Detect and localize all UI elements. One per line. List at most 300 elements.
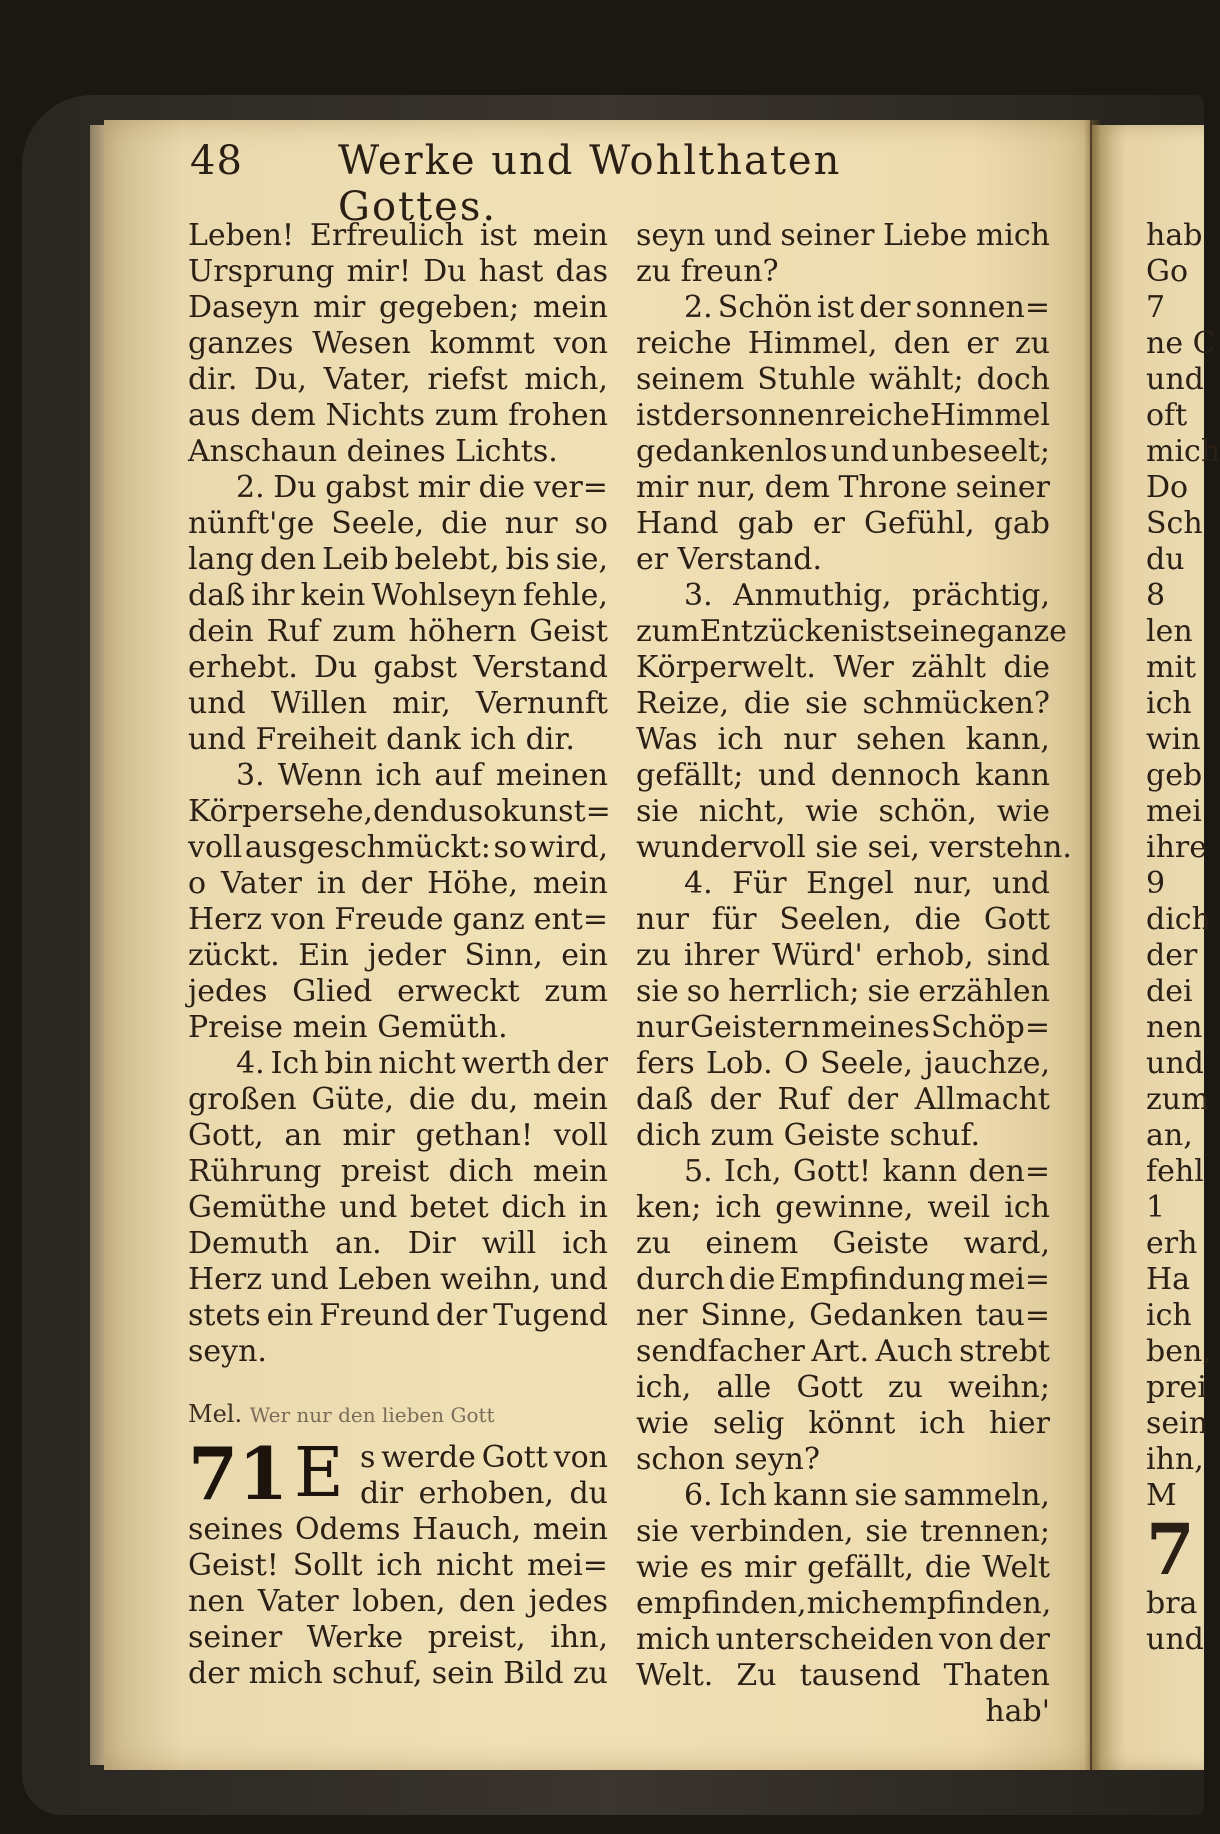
- word: an: [284, 1118, 322, 1153]
- word: seinem: [636, 362, 745, 397]
- word: sonnenreiche: [724, 398, 930, 433]
- word: zu: [636, 254, 681, 289]
- word: sind: [986, 938, 1050, 973]
- hymn-number: 71: [188, 1431, 289, 1516]
- word: Rührung: [188, 1154, 322, 1189]
- word: Du: [313, 650, 358, 685]
- text-line: [636, 902, 1050, 938]
- fragment-line: und: [1146, 362, 1204, 397]
- word: mir!: [346, 254, 412, 289]
- word: o: [188, 866, 207, 901]
- word: werde: [381, 1440, 476, 1475]
- word: Allmacht: [914, 1082, 1050, 1117]
- word: zum: [544, 974, 608, 1009]
- fragment-line: ben,: [1146, 1334, 1212, 1369]
- word: der: [709, 1082, 761, 1117]
- text-line: [188, 866, 608, 902]
- text-line: [188, 1334, 608, 1370]
- fragment-line: dei: [1146, 974, 1193, 1009]
- word: sammeln,: [903, 1478, 1050, 1513]
- word: Throne: [838, 470, 948, 505]
- word: wie: [636, 1550, 690, 1585]
- text-line: [636, 578, 1050, 614]
- word: sie: [805, 686, 848, 721]
- word: dir: [360, 1476, 404, 1511]
- text-line: [636, 1370, 1050, 1406]
- text-line: [188, 398, 608, 434]
- word: 3.: [684, 578, 713, 613]
- word: nur,: [696, 470, 757, 505]
- word: will: [481, 1226, 537, 1261]
- text-line: [636, 866, 1050, 902]
- word: voll: [553, 1118, 608, 1153]
- word: verstehn.: [929, 830, 1072, 865]
- text-line: [636, 470, 1050, 506]
- hymn-opening-line-1: [360, 1440, 608, 1476]
- word: kann: [882, 1154, 958, 1189]
- word: seyn: [636, 218, 706, 253]
- word: Vater: [221, 866, 302, 901]
- word: 5.: [684, 1154, 713, 1189]
- text-line: [636, 434, 1050, 470]
- word: erhoben,: [418, 1476, 554, 1511]
- word: Wenn: [277, 758, 363, 793]
- word: nur: [636, 1010, 689, 1045]
- text-line: [188, 722, 608, 758]
- word: mir: [342, 1118, 395, 1153]
- text-line: [636, 1514, 1050, 1550]
- word: nicht,: [698, 794, 786, 829]
- word: sonnen=: [915, 290, 1050, 325]
- text-line: [636, 1478, 1050, 1514]
- text-line: [188, 650, 608, 686]
- word: die: [914, 902, 962, 937]
- word: Gott!: [792, 1154, 872, 1189]
- melody-line: [188, 1396, 608, 1436]
- text-line: [636, 1442, 1050, 1478]
- word: Willen: [270, 686, 368, 721]
- word: großen: [188, 1082, 297, 1117]
- word: stets: [188, 1298, 261, 1333]
- word: sei,: [867, 830, 930, 865]
- word: mein: [532, 866, 608, 901]
- word: Tugend: [493, 1298, 608, 1333]
- word: mich: [806, 1586, 881, 1621]
- word: für: [711, 902, 757, 937]
- fragment-line: dich: [1146, 902, 1211, 937]
- left-lines: [188, 218, 611, 1370]
- word: und: [830, 434, 889, 469]
- word: wählt;: [868, 362, 964, 397]
- drop-cap: E: [294, 1434, 344, 1513]
- word: und: [713, 218, 772, 253]
- word: dein: [188, 614, 254, 649]
- word: kann,: [965, 722, 1050, 757]
- word: die: [743, 686, 791, 721]
- word: ihn,: [550, 1620, 608, 1655]
- text-line: [188, 1620, 608, 1656]
- word: Geiste: [832, 1226, 930, 1261]
- text-line: [636, 614, 1067, 650]
- text-line: [188, 1656, 608, 1692]
- word: strebt: [959, 1334, 1050, 1369]
- word: an.: [334, 1226, 382, 1261]
- word: lang: [188, 542, 255, 577]
- word: Leben: [337, 1262, 432, 1297]
- word: deines: [346, 434, 456, 469]
- word: Herz: [188, 902, 263, 937]
- right-lines: [636, 218, 1072, 1694]
- word: er: [636, 542, 678, 577]
- word: sie: [636, 1514, 679, 1549]
- word: höhern: [408, 614, 517, 649]
- word: wie: [996, 794, 1050, 829]
- word: nünft'ge: [188, 506, 315, 541]
- word: mein: [532, 1154, 608, 1189]
- word: Thaten: [943, 1658, 1050, 1693]
- word: schmücken?: [862, 686, 1050, 721]
- word: Lob.: [705, 1046, 773, 1081]
- fragment-line: hab: [1146, 218, 1203, 253]
- word: Wer: [833, 650, 894, 685]
- text-line: [188, 506, 608, 542]
- word: zählt: [911, 650, 986, 685]
- word: ganzes: [188, 326, 294, 361]
- word: Daseyn: [188, 290, 300, 325]
- word: Seelen,: [779, 902, 892, 937]
- word: ich: [376, 1548, 423, 1583]
- text-line: [636, 1046, 1050, 1082]
- word: kein: [300, 578, 366, 613]
- fragment-line: und: [1146, 1046, 1204, 1081]
- word: ist: [636, 398, 674, 433]
- word: mich: [636, 1622, 711, 1657]
- word: hast: [478, 254, 544, 289]
- text-line: [636, 1190, 1050, 1226]
- text-line: [188, 1512, 608, 1548]
- word: ich: [717, 722, 764, 757]
- word: Schön: [717, 290, 812, 325]
- word: kann: [773, 1478, 849, 1513]
- word: Gott: [796, 1370, 863, 1405]
- catchword: hab': [985, 1694, 1050, 1729]
- hymn-opening-line-2: [360, 1476, 608, 1512]
- fragment-line: ihn,: [1146, 1442, 1204, 1477]
- word: wie: [805, 794, 859, 829]
- word: weihn,: [440, 1262, 542, 1297]
- word: ent=: [533, 902, 608, 937]
- word: ich,: [636, 1370, 692, 1405]
- word: Ich: [270, 1046, 319, 1081]
- word: belebt,: [394, 542, 500, 577]
- word: mein: [532, 290, 608, 325]
- word: ihr: [251, 578, 295, 613]
- hymn-opening: [188, 1431, 608, 1516]
- word: Was: [636, 722, 698, 757]
- word: der: [556, 1046, 608, 1081]
- word: Ruf: [777, 1082, 831, 1117]
- word: zum: [434, 398, 499, 433]
- word: Ich: [719, 1478, 767, 1513]
- page-header: [190, 138, 920, 230]
- fragment-line: ihre: [1146, 830, 1208, 865]
- word: loben,: [352, 1584, 446, 1619]
- text-line: [188, 434, 608, 470]
- word: gethan!: [415, 1118, 534, 1153]
- word: wird,: [529, 830, 608, 865]
- word: zückt.: [188, 938, 280, 973]
- word: und: [992, 866, 1050, 901]
- word: schön,: [878, 794, 977, 829]
- text-line: [636, 1010, 1050, 1046]
- word: tau=: [975, 1298, 1050, 1333]
- word: Leben!: [188, 218, 295, 253]
- word: sehe,: [293, 794, 374, 829]
- word: herrlich;: [728, 974, 860, 1009]
- left-text-column: [188, 218, 611, 1692]
- fragment-line: sein: [1146, 1406, 1209, 1441]
- word: das: [555, 254, 608, 289]
- word: Erfreulich: [309, 218, 464, 253]
- fragment-line: mich: [1146, 434, 1220, 469]
- text-line: [188, 1082, 608, 1118]
- word: Glied: [292, 974, 373, 1009]
- text-line: [188, 218, 608, 254]
- text-line: [188, 326, 608, 362]
- word: dich: [448, 1154, 514, 1189]
- text-line: [188, 1154, 608, 1190]
- word: wundervoll: [636, 830, 816, 865]
- word: gedankenlos: [636, 434, 828, 469]
- fragment-line: len: [1146, 614, 1193, 649]
- text-line: [636, 974, 1050, 1010]
- word: Gott: [481, 1440, 548, 1475]
- word: du: [429, 794, 468, 829]
- word: erzählen: [918, 974, 1050, 1009]
- word: zum: [710, 1118, 784, 1153]
- word: Himmel,: [747, 326, 878, 361]
- text-line: [188, 830, 608, 866]
- word: nur: [783, 722, 837, 757]
- word: der: [673, 398, 725, 433]
- word: weil: [927, 1190, 991, 1225]
- word: nicht: [436, 1548, 514, 1583]
- text-line: [636, 1082, 1050, 1118]
- fragment-line: mei: [1146, 794, 1202, 829]
- word: gab: [737, 506, 794, 541]
- word: riefst: [427, 362, 508, 397]
- word: wie: [636, 1406, 690, 1441]
- word: Hand: [636, 506, 719, 541]
- word: sendfacher: [636, 1334, 805, 1369]
- fragment-line: bra: [1146, 1586, 1198, 1621]
- fragment-line: Go: [1146, 254, 1189, 289]
- word: mir: [312, 290, 366, 325]
- word: sie: [815, 830, 868, 865]
- fragment-line: mit: [1146, 650, 1197, 685]
- word: Herz: [188, 1262, 263, 1297]
- word: seiner: [188, 1620, 283, 1655]
- word: nur: [504, 506, 558, 541]
- word: ich: [375, 758, 422, 793]
- text-line: [636, 794, 1050, 830]
- text-line: [636, 326, 1050, 362]
- text-line: [636, 398, 1050, 434]
- word: seines: [188, 1512, 284, 1547]
- text-line: [636, 1550, 1050, 1586]
- word: zu: [636, 1226, 672, 1261]
- text-line: [636, 506, 1050, 542]
- word: seyn?: [734, 1442, 820, 1477]
- text-line: [636, 1622, 1050, 1658]
- word: gewinne,: [775, 1190, 914, 1225]
- word: Bild: [503, 1656, 564, 1691]
- word: und: [270, 1262, 329, 1297]
- fragment-line: Sch: [1146, 506, 1203, 541]
- word: du,: [470, 1082, 519, 1117]
- text-line: [188, 938, 608, 974]
- word: dich: [636, 1118, 711, 1153]
- word: ner: [636, 1298, 688, 1333]
- word: so: [467, 794, 502, 829]
- word: Entzücken: [699, 614, 861, 649]
- word: Gefühl,: [864, 506, 975, 541]
- word: ist: [817, 290, 855, 325]
- text-line: [636, 1658, 1050, 1694]
- word: bis: [505, 542, 550, 577]
- word: Freund: [319, 1298, 430, 1333]
- text-line: [188, 686, 608, 722]
- word: dich: [501, 1190, 567, 1225]
- word: seyn.: [188, 1334, 267, 1369]
- text-line: [188, 758, 608, 794]
- word: und: [758, 758, 816, 793]
- right-text-column: [636, 218, 1072, 1730]
- word: Geist!: [188, 1548, 279, 1583]
- word: Körper: [188, 794, 294, 829]
- fragment-line: Ha: [1146, 1262, 1191, 1297]
- word: den=: [968, 1154, 1050, 1189]
- word: der: [360, 866, 413, 901]
- text-line: [636, 1586, 1050, 1622]
- word: sie,: [555, 542, 608, 577]
- text-line: [188, 974, 608, 1010]
- word: sie: [854, 1478, 898, 1513]
- word: durch: [636, 1262, 725, 1297]
- word: 3.: [236, 758, 265, 793]
- text-line: [188, 1298, 608, 1334]
- word: sie: [636, 794, 679, 829]
- fragment-line: zum: [1146, 1082, 1210, 1117]
- word: 2.: [236, 470, 265, 505]
- word: dem: [250, 398, 316, 433]
- text-line: [636, 938, 1050, 974]
- word: prächtig,: [912, 578, 1050, 613]
- fragment-line: an,: [1146, 1118, 1193, 1153]
- text-line: [188, 362, 608, 398]
- word: zu: [572, 1656, 608, 1691]
- word: der: [435, 1298, 488, 1333]
- word: ich: [562, 1226, 608, 1261]
- word: mir: [743, 1550, 797, 1585]
- next-page-fragments: [1146, 218, 1220, 1658]
- word: in: [579, 1190, 608, 1225]
- word: die: [408, 1082, 456, 1117]
- word: ich: [470, 722, 526, 757]
- word: Engel: [806, 866, 894, 901]
- word: fehle,: [522, 578, 608, 613]
- word: Preise: [188, 1010, 293, 1045]
- word: daß: [188, 578, 246, 613]
- fragment-line: oft: [1146, 398, 1188, 433]
- word: die: [478, 470, 526, 505]
- word: s: [360, 1440, 376, 1475]
- word: preist,: [427, 1620, 526, 1655]
- word: ich: [715, 1190, 762, 1225]
- word: so: [574, 506, 608, 541]
- fragment-line: 9: [1146, 866, 1166, 901]
- text-line: [636, 218, 1050, 254]
- word: Geiste: [783, 1118, 890, 1153]
- fragment-line: ich: [1146, 686, 1192, 721]
- word: hier: [988, 1406, 1050, 1441]
- word: kunst=: [501, 794, 611, 829]
- word: gabst: [325, 470, 409, 505]
- word: mich,: [524, 362, 608, 397]
- word: und: [339, 1190, 398, 1225]
- word: dem: [764, 470, 830, 505]
- word: Empfindung: [779, 1262, 966, 1297]
- word: Demuth: [188, 1226, 309, 1261]
- word: Vater: [257, 1584, 339, 1619]
- word: reiche: [636, 326, 732, 361]
- word: 6.: [684, 1478, 713, 1513]
- word: den: [373, 794, 430, 829]
- text-line: [636, 1154, 1050, 1190]
- text-line: [636, 650, 1050, 686]
- fragment-line: 7: [1146, 1508, 1195, 1591]
- word: ist: [860, 614, 898, 649]
- word: der: [859, 290, 911, 325]
- fragment-line: 1: [1146, 1190, 1166, 1225]
- word: doch: [976, 362, 1050, 397]
- text-line: [636, 1334, 1050, 1370]
- word: Anmuthig,: [733, 578, 892, 613]
- running-title: Werke und Wohlthaten Gottes.: [338, 138, 842, 230]
- word: Ruf: [266, 614, 320, 649]
- word: Gedanken: [809, 1298, 963, 1333]
- word: Welt: [982, 1550, 1050, 1585]
- word: Hauch,: [412, 1512, 522, 1547]
- word: zu: [887, 1370, 923, 1405]
- word: Wohlseyn: [371, 578, 517, 613]
- fragment-line: fehl: [1146, 1154, 1204, 1189]
- word: empfinden,: [880, 1586, 1052, 1621]
- word: tausend: [799, 1658, 921, 1693]
- text-line: [188, 578, 608, 614]
- word: mein: [532, 218, 608, 253]
- fragment-line: 7: [1146, 290, 1166, 325]
- word: Himmel: [930, 398, 1050, 433]
- text-line: [188, 470, 608, 506]
- word: Gemüthe: [188, 1190, 327, 1225]
- word: Reize,: [636, 686, 730, 721]
- word: Geistern: [690, 1010, 821, 1045]
- text-line: [636, 686, 1050, 722]
- word: Sollt: [292, 1548, 363, 1583]
- word: verbinden,: [690, 1514, 854, 1549]
- word: seine: [897, 614, 977, 649]
